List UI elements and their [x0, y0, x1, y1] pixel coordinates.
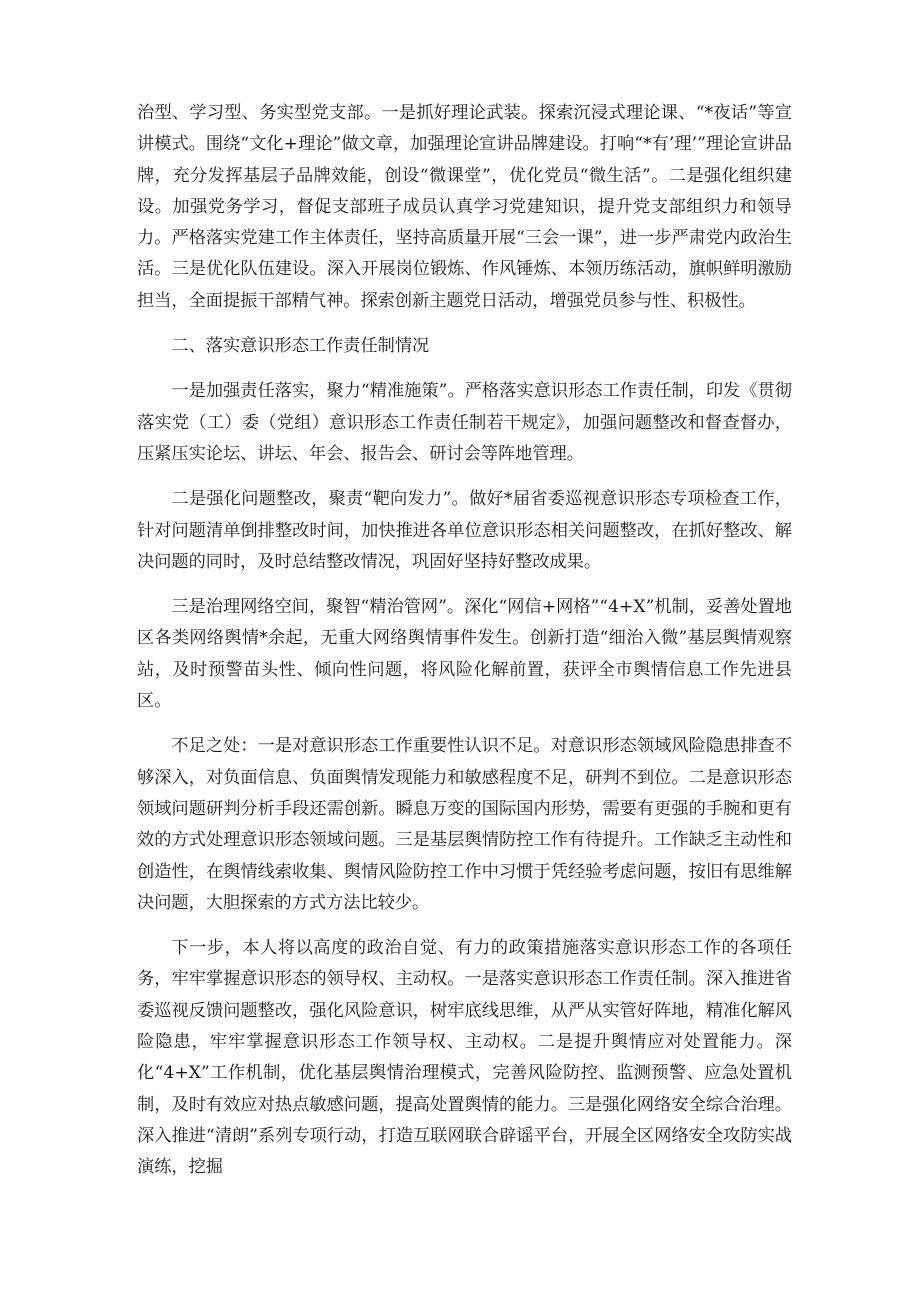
paragraph-continuation: 治型、学习型、务实型党支部。一是抓好理论武装。探索沉浸式理论课、“*夜话”等宣讲模式。围绕“文化+理论”做文章，加强理论宣讲品牌建设。打响“*有’理’”理论宣讲品牌，充分发挥基层子品牌效能，创设“微课堂”，优化党员“微生活”。二是强化组织建设。加强党务学习，督促支部班子成员认真学习党建知识，提升党支部组织力和领导力。严格落实党建工作主体责任，坚持高质量开展“三会一课”，进一步严肃党内政治生活。三是优化队伍建设。深入开展岗位锻炼、作风锤炼、本领历练活动，旗帜鲜明激励担当，全面提振干部精气神。探索创新主题党日活动，增强党员参与性、积极性。	[137, 103, 792, 311]
paragraph-rectification: 二是强化问题整改，聚责“靶向发力”。做好*届省委巡视意识形态专项检查工作，针对问题清单倒排整改时间，加快推进各单位意识形态相关问题整改，在抓好整改、解决问题的同时，及时总结整改情况，巩固好坚持好整改成果。	[137, 489, 792, 572]
paragraph-next-steps: 下一步，本人将以高度的政治自觉、有力的政策措施落实意识形态工作的各项任务，牢牢掌握意识形态的领导权、主动权。一是落实意识形态工作责任制。深入推进省委巡视反馈问题整改，强化风险意识，树牢底线思维，从严从实管好阵地，精准化解风险隐患，牢牢掌握意识形态工作领导权、主动权。二是提升舆情应对处置能力。深化“4+X”工作机制，优化基层舆情治理模式，完善风险防控、监测预警、应急处置机制，及时有效应对热点敏感问题，提高处置舆情的能力。三是强化网络安全综合治理。深入推进“清朗”系列专项行动，打造互联网联合辟谣平台，开展全区网络安全攻防实战演练，挖掘	[137, 938, 792, 1178]
paragraph-network-governance: 三是治理网络空间，聚智“精治管网”。深化“网信+网格”“4+X”机制，妥善处置地区各类网络舆情*余起，无重大网络舆情事件发生。创新打造“细治入微”基层舆情观察站，及时预警苗头性、倾向性问题，将风险化解前置，获评全市舆情信息工作先进县区。	[137, 597, 792, 712]
document-page	[137, 98, 792, 1184]
paragraph-shortcomings: 不足之处：一是对意识形态工作重要性认识不足。对意识形态领域风险隐患排查不够深入，对负面信息、负面舆情发现能力和敏感程度不足，研判不到位。二是意识形态领域问题研判分析手段还需创新。瞬息万变的国际国内形势，需要有更强的手腕和更有效的方式处理意识形态领域问题。三是基层舆情防控工作有待提升。工作缺乏主动性和创造性，在舆情线索收集、舆情风险防控工作中习惯于凭经验考虑问题，按旧有思维解决问题，大胆探索的方式方法比较少。	[137, 736, 792, 913]
paragraph-responsibility: 一是加强责任落实，聚力“精准施策”。严格落实意识形态工作责任制，印发《贯彻落实党（工）委（党组）意识形态工作责任制若干规定》，加强问题整改和督查督办，压紧压实论坛、讲坛、年会、报告会、研讨会等阵地管理。	[137, 381, 792, 464]
section-heading: 二、落实意识形态工作责任制情况	[171, 336, 430, 357]
